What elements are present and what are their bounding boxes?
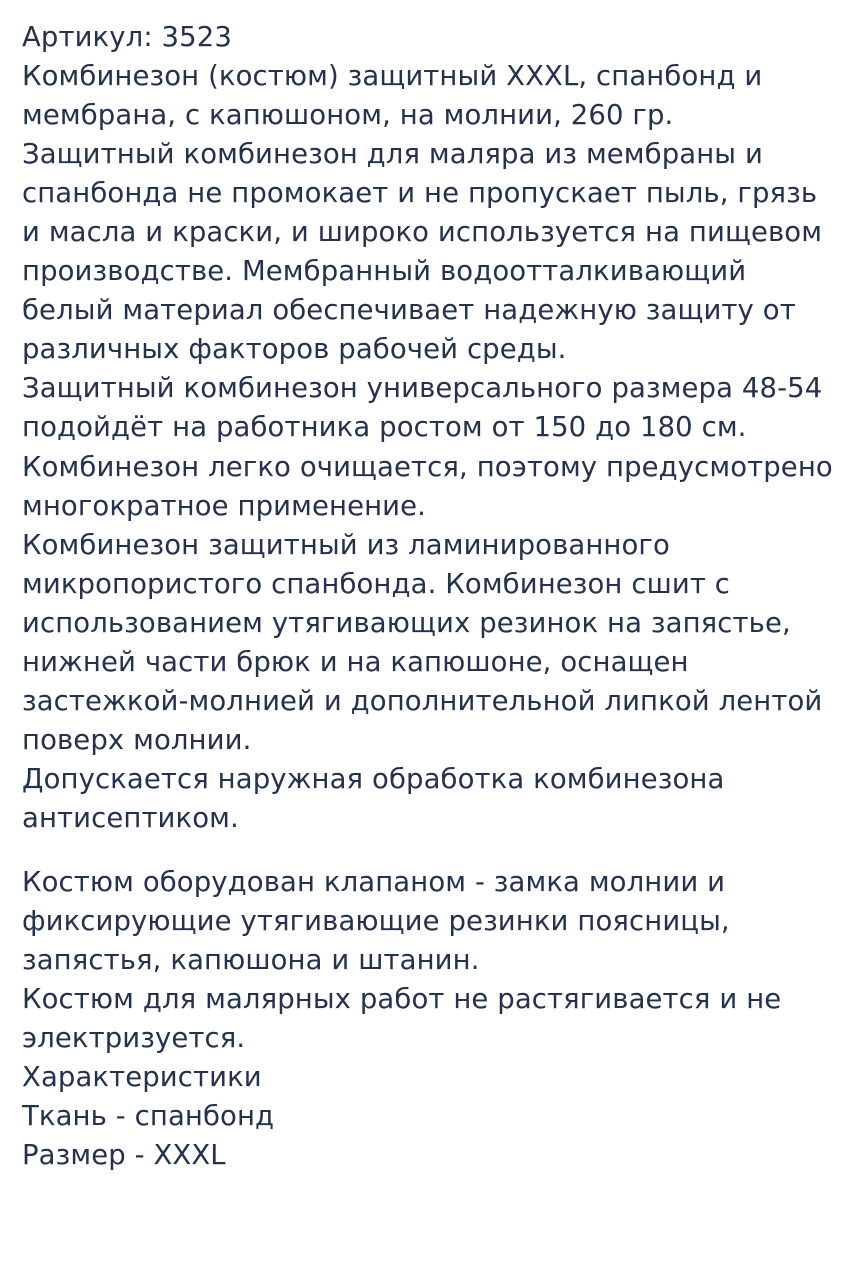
description-paragraph-2: Защитный комбинезон универсального размера 48-54 подойдёт на работника ростом от 150 до 180 см. Комбинезон легко очищается, поэтому предусмотрено многократное применение. [22,372,833,522]
article-number: Артикул: 3523 [22,21,232,53]
specs-heading: Характеристики [22,1060,262,1093]
product-title: Комбинезон (костюм) защитный XXXL, спанбонд и мембрана, с капюшоном, на молнии, 260 гр. [22,60,763,132]
description-paragraph-5: Костюм оборудован клапаном - замка молнии и фиксирующие утягивающие резинки поясницы, запястья, капюшона и штанин. [22,865,730,976]
description-paragraph-6: Костюм для малярных работ не растягивается и не электризуется. [22,982,782,1054]
description-paragraph-4: Допускается наружная обработка комбинезона антисептиком. [22,762,725,834]
product-description [22,18,834,1175]
spec-item-fabric: Ткань - спанбонд [22,1100,275,1133]
spec-item-size: Размер - XXXL [22,1139,226,1172]
description-paragraph-3: Комбинезон защитный из ламинированного микропористого спанбонда. Комбинезон сшит с использованием утягивающих резинок на запястье, нижней части брюк и на капюшоне, оснащен застежкой-молнией и дополнительной липкой лентой поверх молнии. [22,528,823,756]
description-paragraph-1: Защитный комбинезон для маляра из мембраны и спанбонда не промокает и не пропускает пыль, грязь и масла и краски, и широко используется на пищевом производстве. Мембранный водоотталкивающий белый материал обеспечивает надежную защиту от различных факторов рабочей среды. [22,138,823,366]
paragraph-spacer [22,838,834,863]
